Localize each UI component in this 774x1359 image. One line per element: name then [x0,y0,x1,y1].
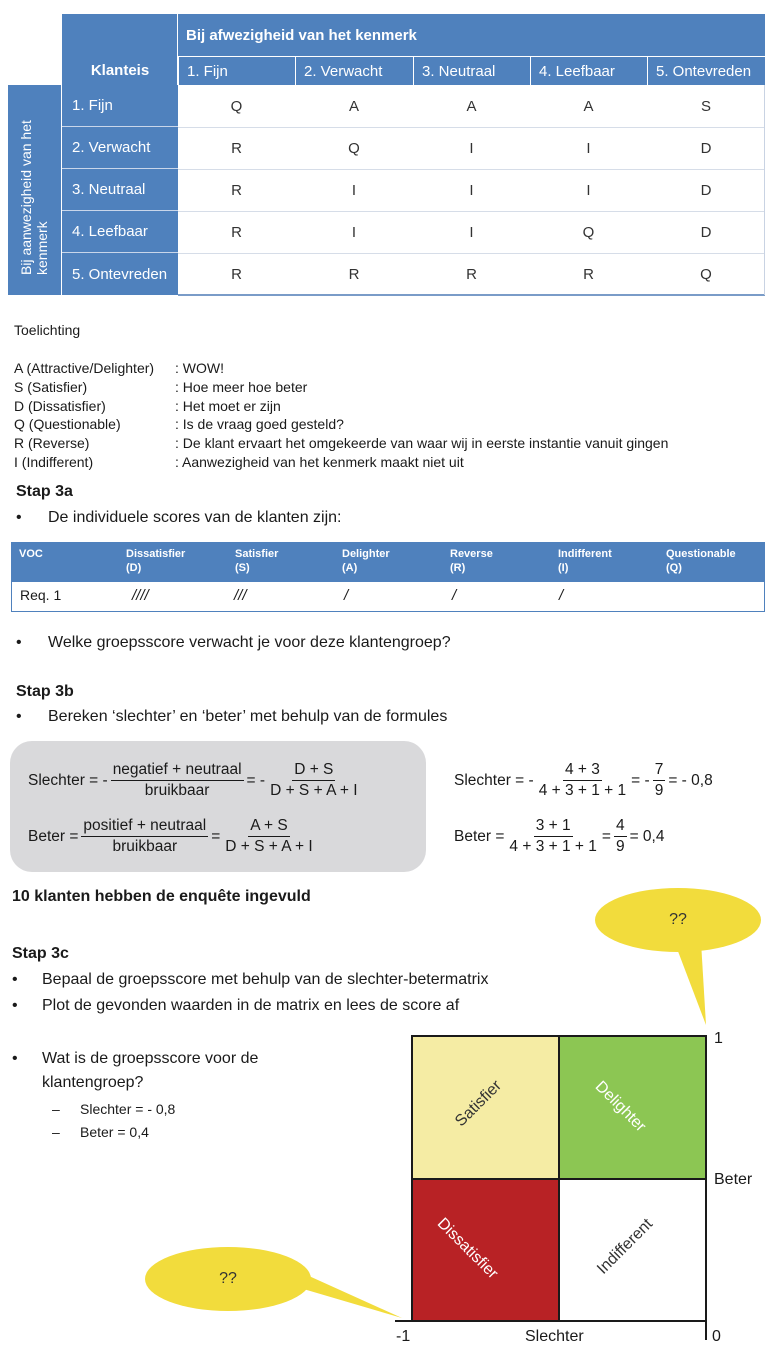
kano-cell: R [348,265,360,283]
axis-line-x [395,1320,707,1322]
fraction: $\frac{7}{9}$ [654,761,664,799]
bullet-dot: • [16,708,22,725]
legend-key: S (Satisfier) [14,379,88,395]
kano-cell: Q [230,97,243,115]
fraction: $\frac{\text{negatief + neutraal}}{\text{bruikbaar}}$ [112,761,242,799]
legend-value: : WOW! [175,360,224,376]
step3c-question-line2: klantengroep? [42,1074,144,1091]
kano-row-header: 1. Fijn [62,85,178,127]
legend-key: Q (Questionable) [14,416,121,432]
score-cell: / [559,587,564,604]
legend-value: : De klant ervaart het omgekeerde van waar wij in eerste instantie vanuit gingen [175,435,669,451]
legend-value: : Hoe meer hoe beter [175,379,308,395]
survey-note: 10 klanten hebben de enquête ingevuld [12,888,311,905]
kano-cell: I [469,181,474,199]
kano-cell: I [351,181,357,199]
kano-corner-label: Klanteis [90,62,150,79]
kano-cell: I [469,139,474,157]
bubble-bottom: ?? [145,1247,311,1311]
step3c-question-line1: Wat is de groepsscore voor de [42,1050,259,1067]
legend-key: A (Attractive/Delighter) [14,360,155,376]
score-col-header: Delighter (A) [342,548,390,574]
kano-cell: R [583,265,594,283]
kano-cell: Q [700,265,712,283]
tick-bottom-left: -1 [396,1328,411,1345]
kano-col-header: 1. Fijn [178,57,295,85]
kano-cell: D [700,181,712,199]
kano-cell: S [700,97,711,115]
kano-col-header: 3. Neutraal [413,57,530,85]
score-col-header: Reverse (R) [450,548,493,574]
kano-cell: D [700,223,712,241]
score-cell: / [344,587,349,604]
kano-cell: I [351,223,357,241]
axis-label-beter: Beter [714,1171,753,1188]
kano-cell: Q [582,223,595,241]
legend-value: : Is de vraag goed gesteld? [175,416,344,432]
kano-cell: I [586,139,591,157]
score-col-header: Dissatisfier (D) [126,548,186,574]
kano-top-header-text: Bij afwezigheid van het kenmerk [186,27,417,44]
bullet-dot: • [12,1050,18,1067]
bullet-dot: • [16,509,22,526]
kano-side-label: Bij aanwezigheid van het kenmerk [18,120,50,275]
kano-row-header: 3. Neutraal [62,169,178,211]
step3b-bullet-text: Bereken ‘slechter’ en ‘beter’ met behulp van de formules [48,708,448,725]
kano-cell: R [466,265,477,283]
bullet-dot: • [12,997,18,1014]
fraction: $\frac{4 + 3}{4 + 3 + 1 + 1}$ [538,761,627,799]
score-cell: Req. 1 [20,587,62,603]
tick-top-right: 1 [714,1030,723,1047]
step3a-title: Stap 3a [16,483,73,500]
step3c-bullet-text: Plot de gevonden waarden in de matrix en lees de score af [42,997,460,1014]
step3b-title: Stap 3b [16,683,74,700]
legend-value: : Aanwezigheid van het kenmerk maakt niet uit [175,454,464,470]
kano-cell: A [583,97,594,115]
score-col-header: Satisfier (S) [235,548,279,574]
score-cell: /// [234,587,247,604]
label-dissatisfier: Dissatisfier [433,1214,502,1283]
kano-col-header: 4. Leefbaar [530,57,647,85]
kano-cell: R [231,223,242,241]
formula-beter: Beter = $\frac{\text{positief + neutraal}}{\text{bruikbaar}}$ = $\frac{A + S}{D + S + A + I}$ [28,817,313,855]
kano-row-header: 5. Ontevreden [62,253,178,295]
kano-cell: I [586,181,591,199]
axis-line-y [705,1322,707,1340]
step3a-bullet-text: De individuele scores van de klanten zijn: [48,509,342,526]
kano-cell: A [466,97,477,115]
kano-cell: R [231,265,242,283]
kano-cell: D [700,139,712,157]
legend-key: R (Reverse) [14,435,90,451]
quadrant-dissatisfier [411,1178,560,1322]
label-indifferent: Indifferent [594,1215,657,1278]
legend-value: : Het moet er zijn [175,398,281,414]
bubble-top: ?? [595,888,761,952]
score-col-header: Indifferent (I) [558,548,612,574]
fraction: $\frac{\text{positief + neutraal}}{\text{bruikbaar}}$ [83,817,207,855]
kano-row-header: 2. Verwacht [62,127,178,169]
kano-col-header: 2. Verwacht [295,57,413,85]
fraction: $\frac{3 + 1}{4 + 3 + 1 + 1}$ [509,817,597,855]
legend-key: D (Dissatisfier) [14,398,106,414]
fraction: $\frac{4}{9}$ [615,817,625,855]
calc-beter: Beter = $\frac{3 + 1}{4 + 3 + 1 + 1}$ = $\frac{4}{9}$ = 0,4 [454,817,665,855]
kano-cell: I [469,223,474,241]
kano-cell: R [231,181,242,199]
score-col-header: VOC [19,548,43,560]
bullet-dot: • [16,634,22,651]
kano-cell: Q [348,139,360,157]
bullet-dot: • [12,971,18,988]
tick-bottom-right: 0 [712,1328,721,1345]
legend-key: I (Indifferent) [14,454,94,470]
axis-label-slechter: Slechter [525,1328,584,1345]
formula-slechter: Slechter = - $\frac{\text{negatief + neutraal}}{\text{bruikbaar}}$ = - $\frac{D + S}{D + S + A + I}$ [28,761,358,799]
score-col-header: Questionable (Q) [666,548,736,574]
step3c-title: Stap 3c [12,945,69,962]
step3a-question-text: Welke groepsscore verwacht je voor deze klantengroep? [48,634,451,651]
score-cell: //// [132,587,149,604]
kano-cell: A [348,97,359,115]
fraction: $\frac{A + S}{D + S + A + I}$ [225,817,313,855]
label-delighter: Delighter [591,1077,650,1136]
label-satisfier: Satisfier [452,1077,505,1131]
kano-row-header: 4. Leefbaar [62,211,178,253]
kano-cell: R [231,139,242,157]
calc-slechter: Slechter = - $\frac{4 + 3}{4 + 3 + 1 + 1}$ = - $\frac{7}{9}$ = - 0,8 [454,761,713,799]
fraction: $\frac{D + S}{D + S + A + I}$ [270,761,358,799]
score-cell: / [452,587,457,604]
step3c-bullet-text: Bepaal de groepsscore met behulp van de slechter-betermatrix [42,971,489,988]
kano-col-header: 5. Ontevreden [647,57,765,85]
legend-title: Toelichting [14,322,81,338]
